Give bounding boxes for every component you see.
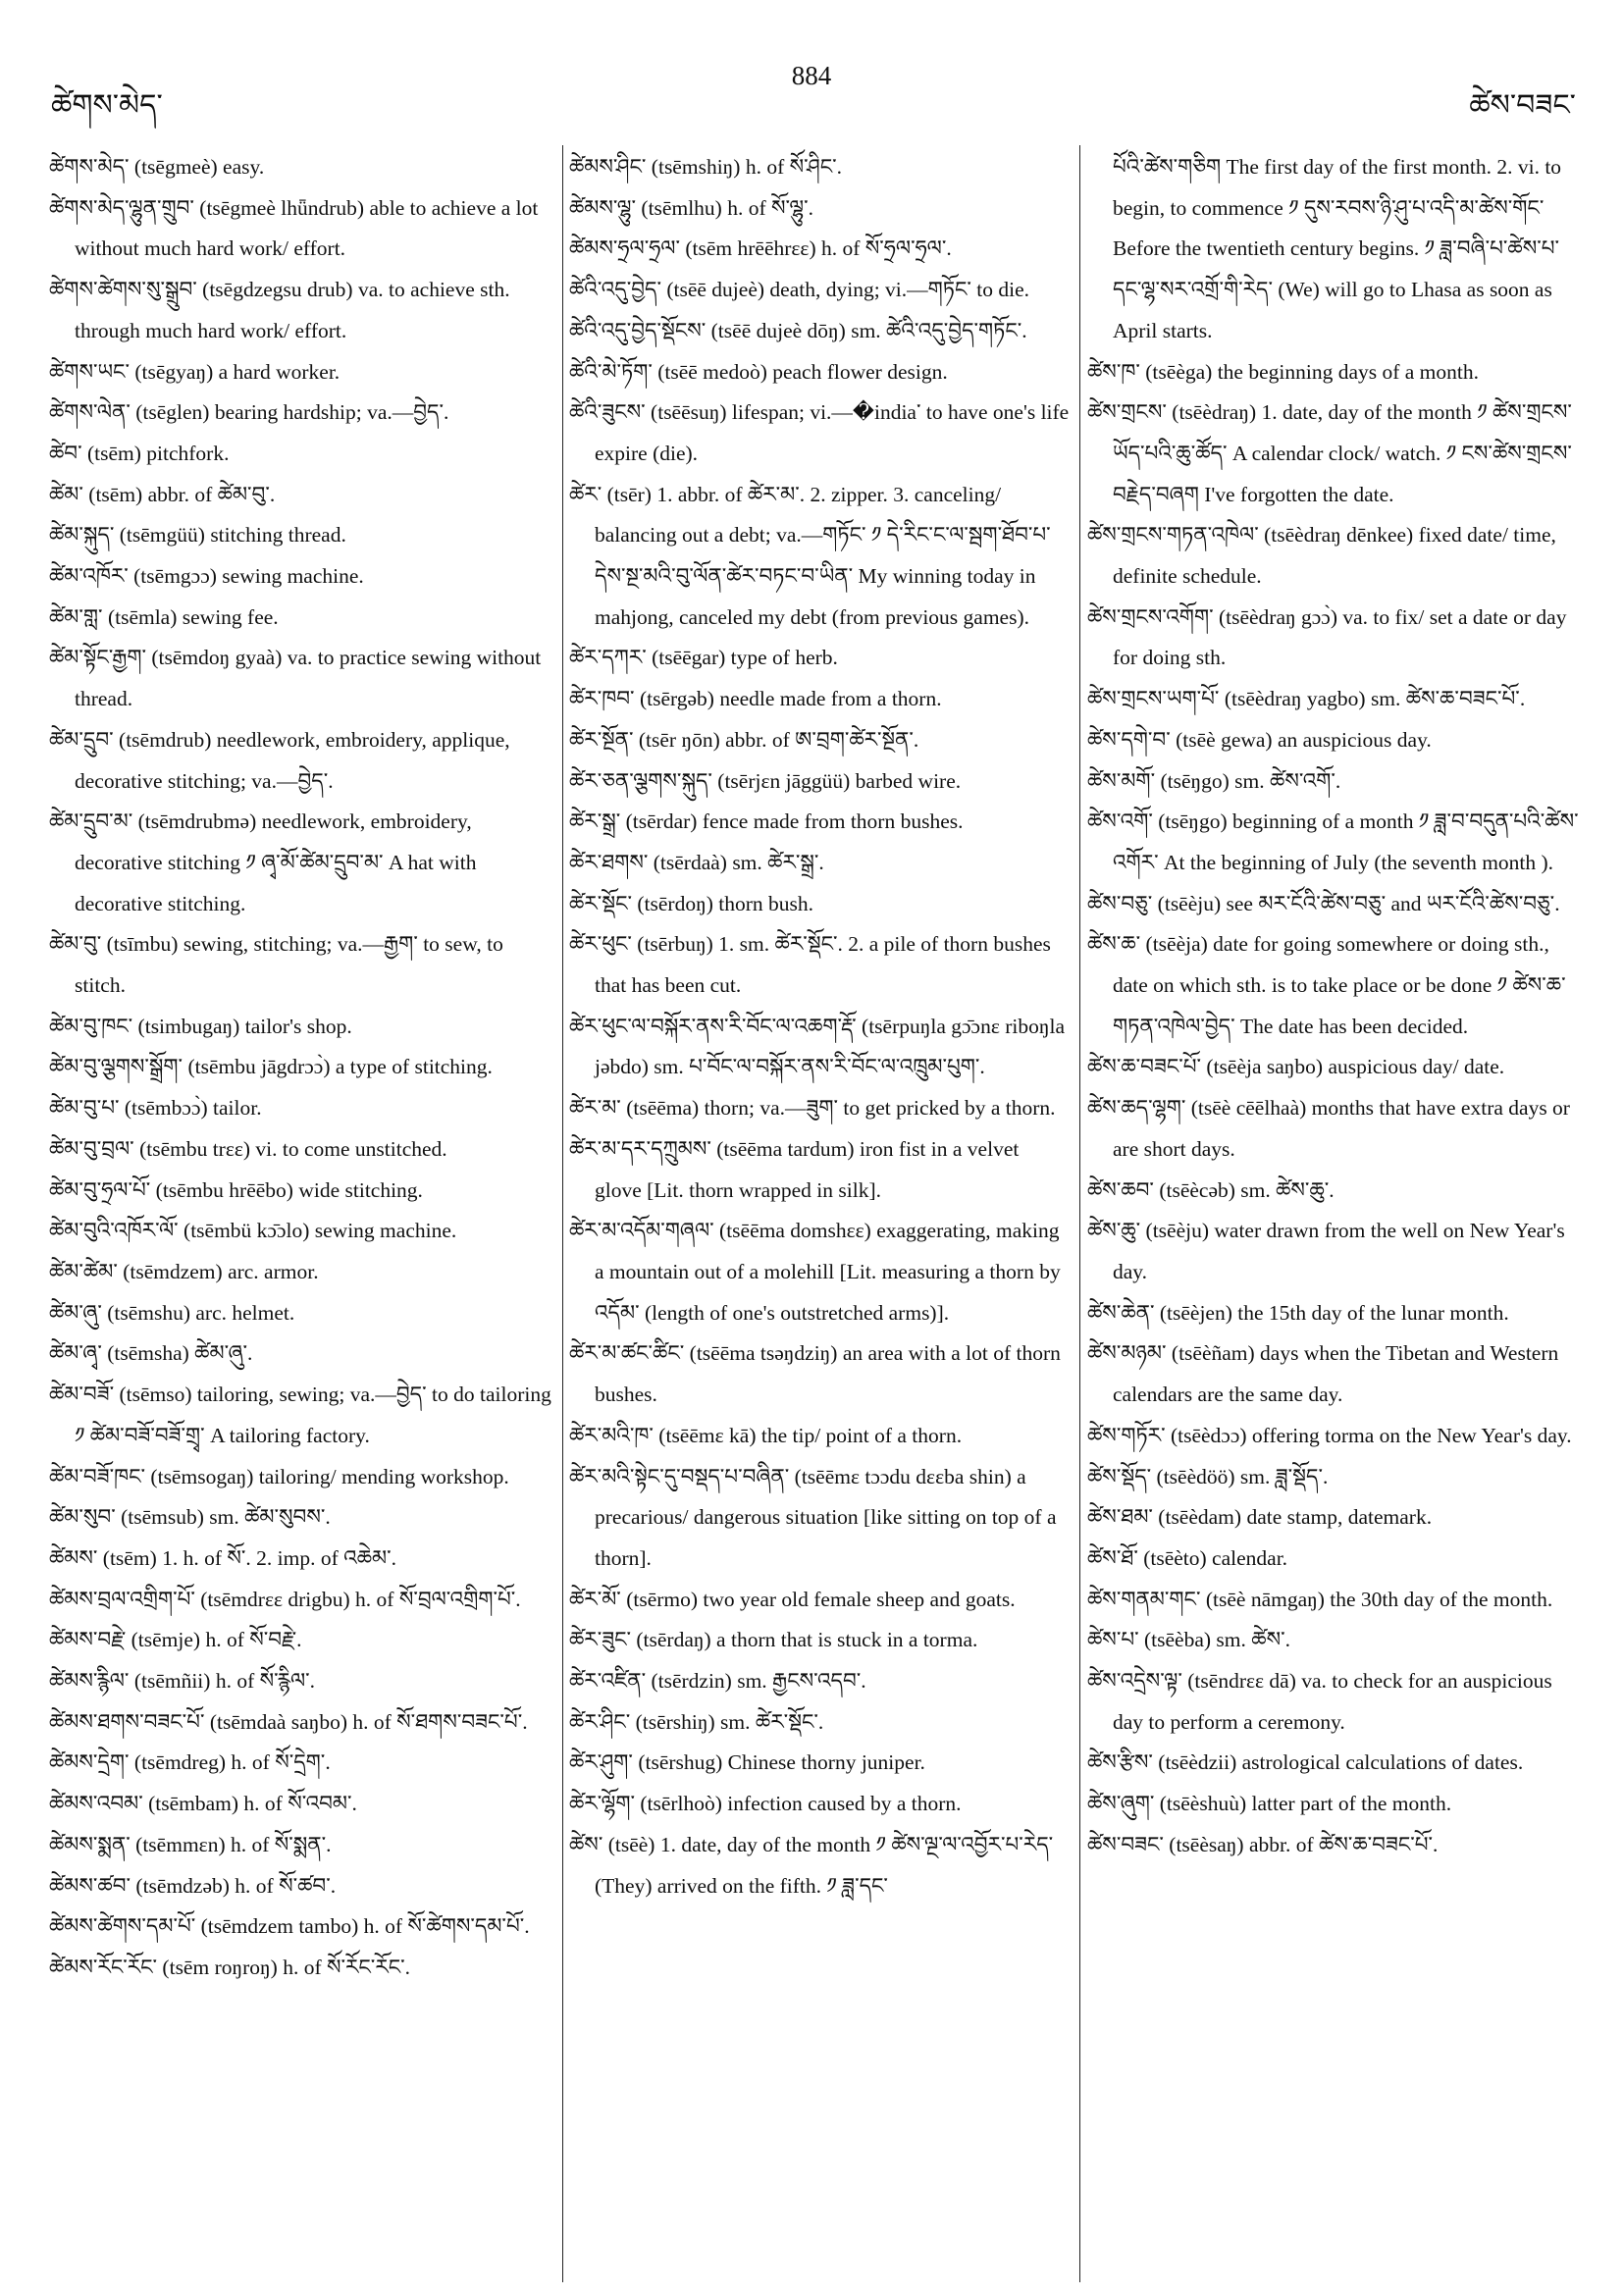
dictionary-entry: ཚེམ་བུ་ཧྲལ་པོ་ (tsēmbu hrēēbo) wide stitching. (49, 1177, 423, 1202)
dictionary-entry: ཚེམ་ (tsēm) abbr. of ཚེམ་བུ་. (49, 482, 276, 506)
dictionary-entry: ཚེས་ཆད་ལྷག་ (tsēè cēēlhaà) months that have extra days or are short days. (1087, 1096, 1570, 1161)
dictionary-entry: ཚེས་སྡོད་ (tsēèdöö) sm. ཟླ་སྡོད་. (1087, 1464, 1329, 1488)
dictionary-entry: ཚེམ་བུ་བྲལ་ (tsēmbu trɛɛ) vi. to come unstitched. (49, 1136, 447, 1161)
dictionary-entry: ཚེས་གཏོར་ (tsēèdɔɔ) offering torma on the New Year's day. (1087, 1423, 1572, 1447)
dictionary-entry: ཚེས་ཆ་ (tsēèja) date for going somewhere or doing sth., date on which sth. is to take place or be done ༡ ཚེས་ཆ་གཏན་འཁེལ་བྱེད་ The date has been decided. (1087, 932, 1566, 1038)
dictionary-entry: ཚེར་མའི་ཁ་ (tsēēmɛ kā) the tip/ point of a thorn. (569, 1423, 963, 1447)
dictionary-entry: ཚེམ་བུ་པ་ (tsēmbɔɔ̀) tailor. (49, 1096, 262, 1121)
dictionary-entry: ཚེས་བཟང་ (tsēèsaŋ) abbr. of ཚེས་ཆ་བཟང་པོ་. (1087, 1832, 1439, 1856)
dictionary-entry: ཚེར་ཁབ་ (tsērgəb) needle made from a thorn. (569, 687, 942, 711)
dictionary-entry: ཚེས་ཁ་ (tsēèga) the beginning days of a month. (1087, 359, 1480, 384)
dictionary-entry: ཚེམས་ཚེགས་དམ་པོ་ (tsēmdzem tambo) h. of སོ་ཚེགས་དམ་པོ་. (49, 1914, 530, 1939)
dictionary-entry: ཚེས་གྲངས་ཡག་པོ་ (tsēèdraŋ yagbo) sm. ཚེས་ཆ་བཟང་པོ་. (1087, 687, 1526, 711)
dictionary-entry: ཚེམ་སྟོང་རྒྱག་ (tsēmdoŋ gyaà) va. to practice sewing without thread. (49, 646, 542, 711)
dictionary-entry: ཚེས་འདྲེས་ལྟ་ (tsēndrɛɛ dā) va. to check for an auspicious day to perform a ceremony. (1087, 1669, 1552, 1734)
dictionary-entry: ཚེར་མ་འདོམ་གཞལ་ (tsēēma domshɛɛ) exaggerating, making a mountain out of a molehill [Lit. measuring a thorn by འདོམ་ (length of one's outstretched arms)]. (569, 1219, 1061, 1325)
dictionary-entry: ཚེམས་སྨན་ (tsēmmɛn) h. of སོ་སྨན་. (49, 1832, 332, 1856)
dictionary-entry: ཚེར་ཟུང་ (tsērdaŋ) a thorn that is stuck in a torma. (569, 1628, 978, 1652)
dictionary-entry: ཚེས་དགེ་བ་ (tsēè gewa) an auspicious day. (1087, 727, 1432, 752)
dictionary-entry: ཚེམ་བུ་ (tsīmbu) sewing, stitching; va.—རྒྱག་ to sew, to stitch. (49, 932, 503, 998)
dictionary-entry: ཚེམས་བརྗེ་ (tsēmje) h. of སོ་བརྗེ་. (49, 1628, 302, 1652)
dictionary-entry: ཚེར་ཤུག་ (tsērshug) Chinese thorny juniper. (569, 1750, 925, 1775)
dictionary-entry: ཚེས་མཉམ་ (tsēèñam) days when the Tibetan and Western calendars are the same day. (1087, 1341, 1559, 1407)
dictionary-entry: ཚེམས་རོང་རོང་ (tsēm roŋroŋ) h. of སོ་རོང་རོང་. (49, 1955, 411, 1979)
running-head-right: ཚེས་བཟང་ (1469, 89, 1576, 122)
dictionary-entry: ཚེའི་འདུ་བྱེད་སྡོངས་ (tsēē dujeè dōŋ) sm. ཚེའི་འདུ་བྱེད་གཏོང་. (569, 318, 1027, 342)
dictionary-entry: ཚེམ་བུ་ཁང་ (tsimbugaŋ) tailor's shop. (49, 1014, 352, 1038)
running-head-left: ཚེགས་མེད་ (51, 89, 163, 122)
column-3 (1087, 147, 1583, 2286)
dictionary-entry: ཚེས་ཐོ་ (tsēèto) calendar. (1087, 1545, 1288, 1570)
dictionary-entry: ཚེས་མགོ་ (tsēŋgo) sm. ཚེས་འགོ་. (1087, 768, 1341, 793)
dictionary-entry: ཚེམ་འཁོར་ (tsēmgɔɔ) sewing machine. (49, 564, 364, 589)
dictionary-entry: ཚེམ་དྲུབ་ (tsēmdrub) needlework, embroidery, applique, decorative stitching; va.—བྱེད་. (49, 727, 510, 793)
dictionary-entry: ཚེར་ལྷོག་ (tsērlhoò) infection caused by a thorn. (569, 1792, 962, 1816)
dictionary-entry: ཚེམས་ལྷུ་ (tsēmlhu) h. of སོ་ལྷུ་. (569, 195, 814, 220)
dictionary-entry: ཚེགས་ཡང་ (tsēgyaŋ) a hard worker. (49, 359, 340, 384)
dictionary-entry: ཚེགས་མེད་ (tsēgmeè) easy. (49, 155, 265, 179)
dictionary-entry: ཚེས་གྲངས་འགོག་ (tsēèdraŋ gɔɔ̀) va. to fix/ set a date or day for doing sth. (1087, 604, 1567, 670)
dictionary-entry: ཚེམ་སུབ་ (tsēmsub) sm. ཚེམ་སུབས་. (49, 1505, 331, 1530)
dictionary-entry: ཚེར་སྒྲ་ (tsērdar) fence made from thorn bushes. (569, 809, 964, 834)
dictionary-entry: ཚེམ་ཞུ་ (tsēmshu) arc. helmet. (49, 1300, 295, 1325)
dictionary-entry: ཚེགས་མེད་ལྷུན་གྲུབ་ (tsēgmeè lhǖndrub) able to achieve a lot without much hard work/ effort. (49, 195, 539, 261)
dictionary-entry: ཚེས་ཆབ་ (tsēècəb) sm. ཚེས་ཆུ་. (1087, 1177, 1335, 1202)
dictionary-entry: ཚེས་རྩིས་ (tsēèdzii) astrological calculations of dates. (1087, 1750, 1524, 1775)
dictionary-entry: ཚེར་ (tsēr) 1. abbr. of ཚེར་མ་. 2. zipper. 3. canceling/ balancing out a debt; va.—གཏོང་ ༡ དེ་རིང་ང་ལ་སྦག་ཐོབ་པ་དེས་སྔ་མའི་བུ་ལོན་ཚེར་བཏང་བ་ཡིན་ My winning today in mahjong, canceled my debt (from previous games). (569, 482, 1051, 629)
dictionary-entry: ཚེར་དཀར་ (tsēēgar) type of herb. (569, 646, 838, 670)
dictionary-entry: ཚེམས་བྲལ་འགྲིག་པོ་ (tsēmdrɛɛ drigbu) h. of སོ་བྲལ་འགྲིག་པོ་. (49, 1587, 521, 1611)
dictionary-entry: ཚེམ་བཟོ་ཁང་ (tsēmsogaŋ) tailoring/ mending workshop. (49, 1464, 509, 1488)
dictionary-entry: ཚེར་འཛིན་ (tsērdzin) sm. རྒྱངས་འདབ་. (569, 1669, 866, 1694)
dictionary-entry: ཚེར་མ་ཚང་ཚིང་ (tsēēma tsəŋdziŋ) an area with a lot of thorn bushes. (569, 1341, 1061, 1407)
dictionary-entry: ཚེའི་འདུ་བྱེད་ (tsēē dujeè) death, dying; vi.—གཏོང་ to die. (569, 278, 1030, 302)
dictionary-entry: ཚེར་མོ་ (tsērmo) two year old female sheep and goats. (569, 1587, 1016, 1611)
dictionary-entry: ཚེམས་ཚབ་ (tsēmdzəb) h. of སོ་ཚབ་. (49, 1873, 337, 1898)
dictionary-entry: ཚེས་པ་ (tsēèba) sm. ཚེས་. (1087, 1628, 1290, 1652)
dictionary-entry: ཚེམ་ཚེམ་ (tsēmdzem) arc. armor. (49, 1259, 319, 1283)
dictionary-entry: ཚེར་མ་ (tsēēma) thorn; va.—ཟུག་ to get pricked by a thorn. (569, 1096, 1056, 1121)
dictionary-entry: ཚེར་ཅན་ལྕགས་སྐུད་ (tsērjɛn jāggüü) barbed wire. (569, 768, 962, 793)
dictionary-entry: ཚེས་གྲངས་ (tsēèdraŋ) 1. date, day of the month ༡ ཚེས་གྲངས་ཡོད་པའི་ཆུ་ཚོད་ A calendar clock/ watch. ༡ ངས་ཚེས་གྲངས་བརྗེད་བཞག I've forgotten the date. (1087, 400, 1572, 506)
column-divider (562, 145, 563, 2282)
dictionary-entry: ཚེས་འགོ་ (tsēŋgo) beginning of a month ༡ ཟླ་བ་བདུན་པའི་ཚེས་འགོར་ At the beginning of July (the seventh month ). (1087, 809, 1579, 874)
dictionary-entry: ཚེགས་ལེན་ (tsēglen) bearing hardship; va.—བྱེད་. (49, 400, 449, 425)
dictionary-entry: ཚེམས་ཐགས་བཟང་པོ་ (tsēmdaà saŋbo) h. of སོ་ཐགས་བཟང་པོ་. (49, 1709, 528, 1734)
dictionary-entry: ཚེར་སྡོང་ (tsērdoŋ) thorn bush. (569, 891, 814, 915)
dictionary-entry: ཚེར་མའི་སྟེང་དུ་བསྡད་པ་བཞིན་ (tsēēmɛ tɔɔdu dɛɛba shin) a precarious/ dangerous situation [like sitting on top of a thorn]. (569, 1464, 1057, 1570)
dictionary-entry: ཚེམས་དྲེག་ (tsēmdreg) h. of སོ་དྲེག་. (49, 1750, 331, 1775)
dictionary-entry: ཚེམ་དྲུབ་མ་ (tsēmdrubmə) needlework, embroidery, decorative stitching ༡ ཞྭ་མོ་ཚེམ་དྲུབ་མ་ A hat with decorative stitching. (49, 809, 477, 915)
dictionary-entry: ཚེམ་བུ་ལྕགས་སྒྲོག་ (tsēmbu jāgdrɔɔ̀) a type of stitching. (49, 1055, 493, 1079)
dictionary-entry: ཚེས་ཆ་བཟང་པོ་ (tsēèja saŋbo) auspicious day/ date. (1087, 1055, 1505, 1079)
dictionary-entry: ཚེས་ (tsēè) 1. date, day of the month ༡ ཚེས་ལྔ་ལ་འབྱོར་པ་རེད་ (They) arrived on the fifth. ༡ ཟླ་དང་ (569, 1832, 1054, 1898)
dictionary-entry: ཚེབ་ (tsēm) pitchfork. (49, 441, 230, 465)
dictionary-entry: ཚེར་ཕུང་ལ་བསྐོར་ནས་རི་བོང་ལ་འཆག་རྡོ་ (tsērpuŋla gɔ̄ɔnɛ riboŋla jəbdo) sm. པ་བོང་ལ་བསྐོར་ནས་རི་བོང་ལ་འཁྲུམ་པུག་. (569, 1014, 1066, 1079)
dictionary-entry: ཚེས་ཆུ་ (tsēèju) water drawn from the well on New Year's day. (1087, 1219, 1565, 1283)
dictionary-entry: ཚེའི་ཟུངས་ (tsēēsuŋ) lifespan; vi.—�india་ to have one's life expire (die). (569, 400, 1070, 465)
dictionary-entry: ཚེའི་མེ་ཏོག་ (tsēē medoò) peach flower design. (569, 359, 948, 384)
dictionary-entry: ཚེམས་རྙིལ་ (tsēmñii) h. of སོ་རྙིལ་. (49, 1669, 316, 1694)
dictionary-entry: ཚེམས་འབམ་ (tsēmbam) h. of སོ་འབམ་. (49, 1792, 357, 1816)
dictionary-entry: ཚེར་ཤིང་ (tsērshiŋ) sm. ཚེར་སྡོང་. (569, 1709, 824, 1734)
dictionary-entry: ཚེམ་བཟོ་ (tsēmso) tailoring, sewing; va.—བྱེད་ to do tailoring ༡ ཚེམ་བཟོ་བཟོ་གྲྭ་ A tailoring factory. (49, 1383, 551, 1447)
dictionary-entry: ཚེས་ཆེན་ (tsēèjen) the 15th day of the lunar month. (1087, 1300, 1509, 1325)
dictionary-entry: ཚེགས་ཚེགས་སུ་སྒྲུབ་ (tsēgdzegsu drub) va. to achieve sth. through much hard work/ effort. (49, 278, 510, 342)
dictionary-entry: ཚེས་གྲངས་གཏན་འཁེལ་ (tsēèdraŋ dēnkee) fixed date/ time, definite schedule. (1087, 523, 1556, 589)
column-divider (1079, 145, 1080, 2282)
page-number: 884 (791, 61, 832, 90)
dictionary-entry: ཚེམས་ (tsēm) 1. h. of སོ་. 2. imp. of འཆེམ་. (49, 1545, 396, 1570)
dictionary-entry: ཚེམ་ཞྭ་ (tsēmsha) ཚེམ་ཞུ་. (49, 1341, 253, 1366)
dictionary-entry: ཚེམས་ཤིང་ (tsēmshiŋ) h. of སོ་ཤིང་. (569, 155, 843, 179)
dictionary-entry: ཚེས་གནམ་གང་ (tsēè nāmgaŋ) the 30th day of the month. (1087, 1587, 1553, 1611)
dictionary-entry: ཚེར་མ་དར་དཀྲུམས་ (tsēēma tardum) iron fist in a velvet glove [Lit. thorn wrapped in silk]. (569, 1136, 1020, 1202)
column-2 (569, 147, 1070, 2286)
dictionary-entry: ཚེར་སྔོན་ (tsēr ŋōn) abbr. of ཨ་བྲག་ཚེར་སྔོན་. (569, 727, 919, 752)
dictionary-entry: ཚེམས་ཧྲལ་ཧྲལ་ (tsēm hrēēhrɛɛ) h. of སོ་ཧྲལ་ཧྲལ་. (569, 236, 952, 261)
dictionary-entry: ཚེས་ཐམ་ (tsēèdam) date stamp, datemark. (1087, 1505, 1433, 1530)
dictionary-entry: ཚེས་བཅུ་ (tsēèju) see མར་ངོའི་ཚེས་བཅུ་ and ཡར་ངོའི་ཚེས་བཅུ་. (1087, 891, 1560, 915)
dictionary-entry: ཚེམ་བུའི་འཁོར་ལོ་ (tsēmbü kɔ̄ɔlo) sewing machine. (49, 1219, 457, 1243)
dictionary-entry: ཚེས་ཞུག་ (tsēèshuù) latter part of the month. (1087, 1792, 1452, 1816)
dictionary-entry: ཚེམ་གླ་ (tsēmla) sewing fee. (49, 604, 279, 629)
dictionary-entry: ཚེར་ཕུང་ (tsērbuŋ) 1. sm. ཚེར་སྡོང་. 2. a pile of thorn bushes that has been cut. (569, 932, 1051, 998)
dictionary-entry: ཚེར་ཐགས་ (tsērdaà) sm. ཚེར་སྒྲ་. (569, 850, 824, 874)
column-1 (49, 147, 554, 2286)
dictionary-entry: ཚེམ་སྐུད་ (tsēmgüü) stitching thread. (49, 523, 346, 548)
dictionary-entry: པོའི་ཚེས་གཅིག The first day of the first month. 2. vi. to begin, to commence ༡ དུས་རབས་ཉི་ཤུ་པ་འདི་མ་ཚེས་གོང་ Before the twentieth century begins. ༡ ཟླ་བཞི་པ་ཚེས་པ་དང་ལྷ་སར་འགྲོ་གི་རེད་ (We) will go to Lhasa as soon as April starts. (1113, 155, 1562, 342)
